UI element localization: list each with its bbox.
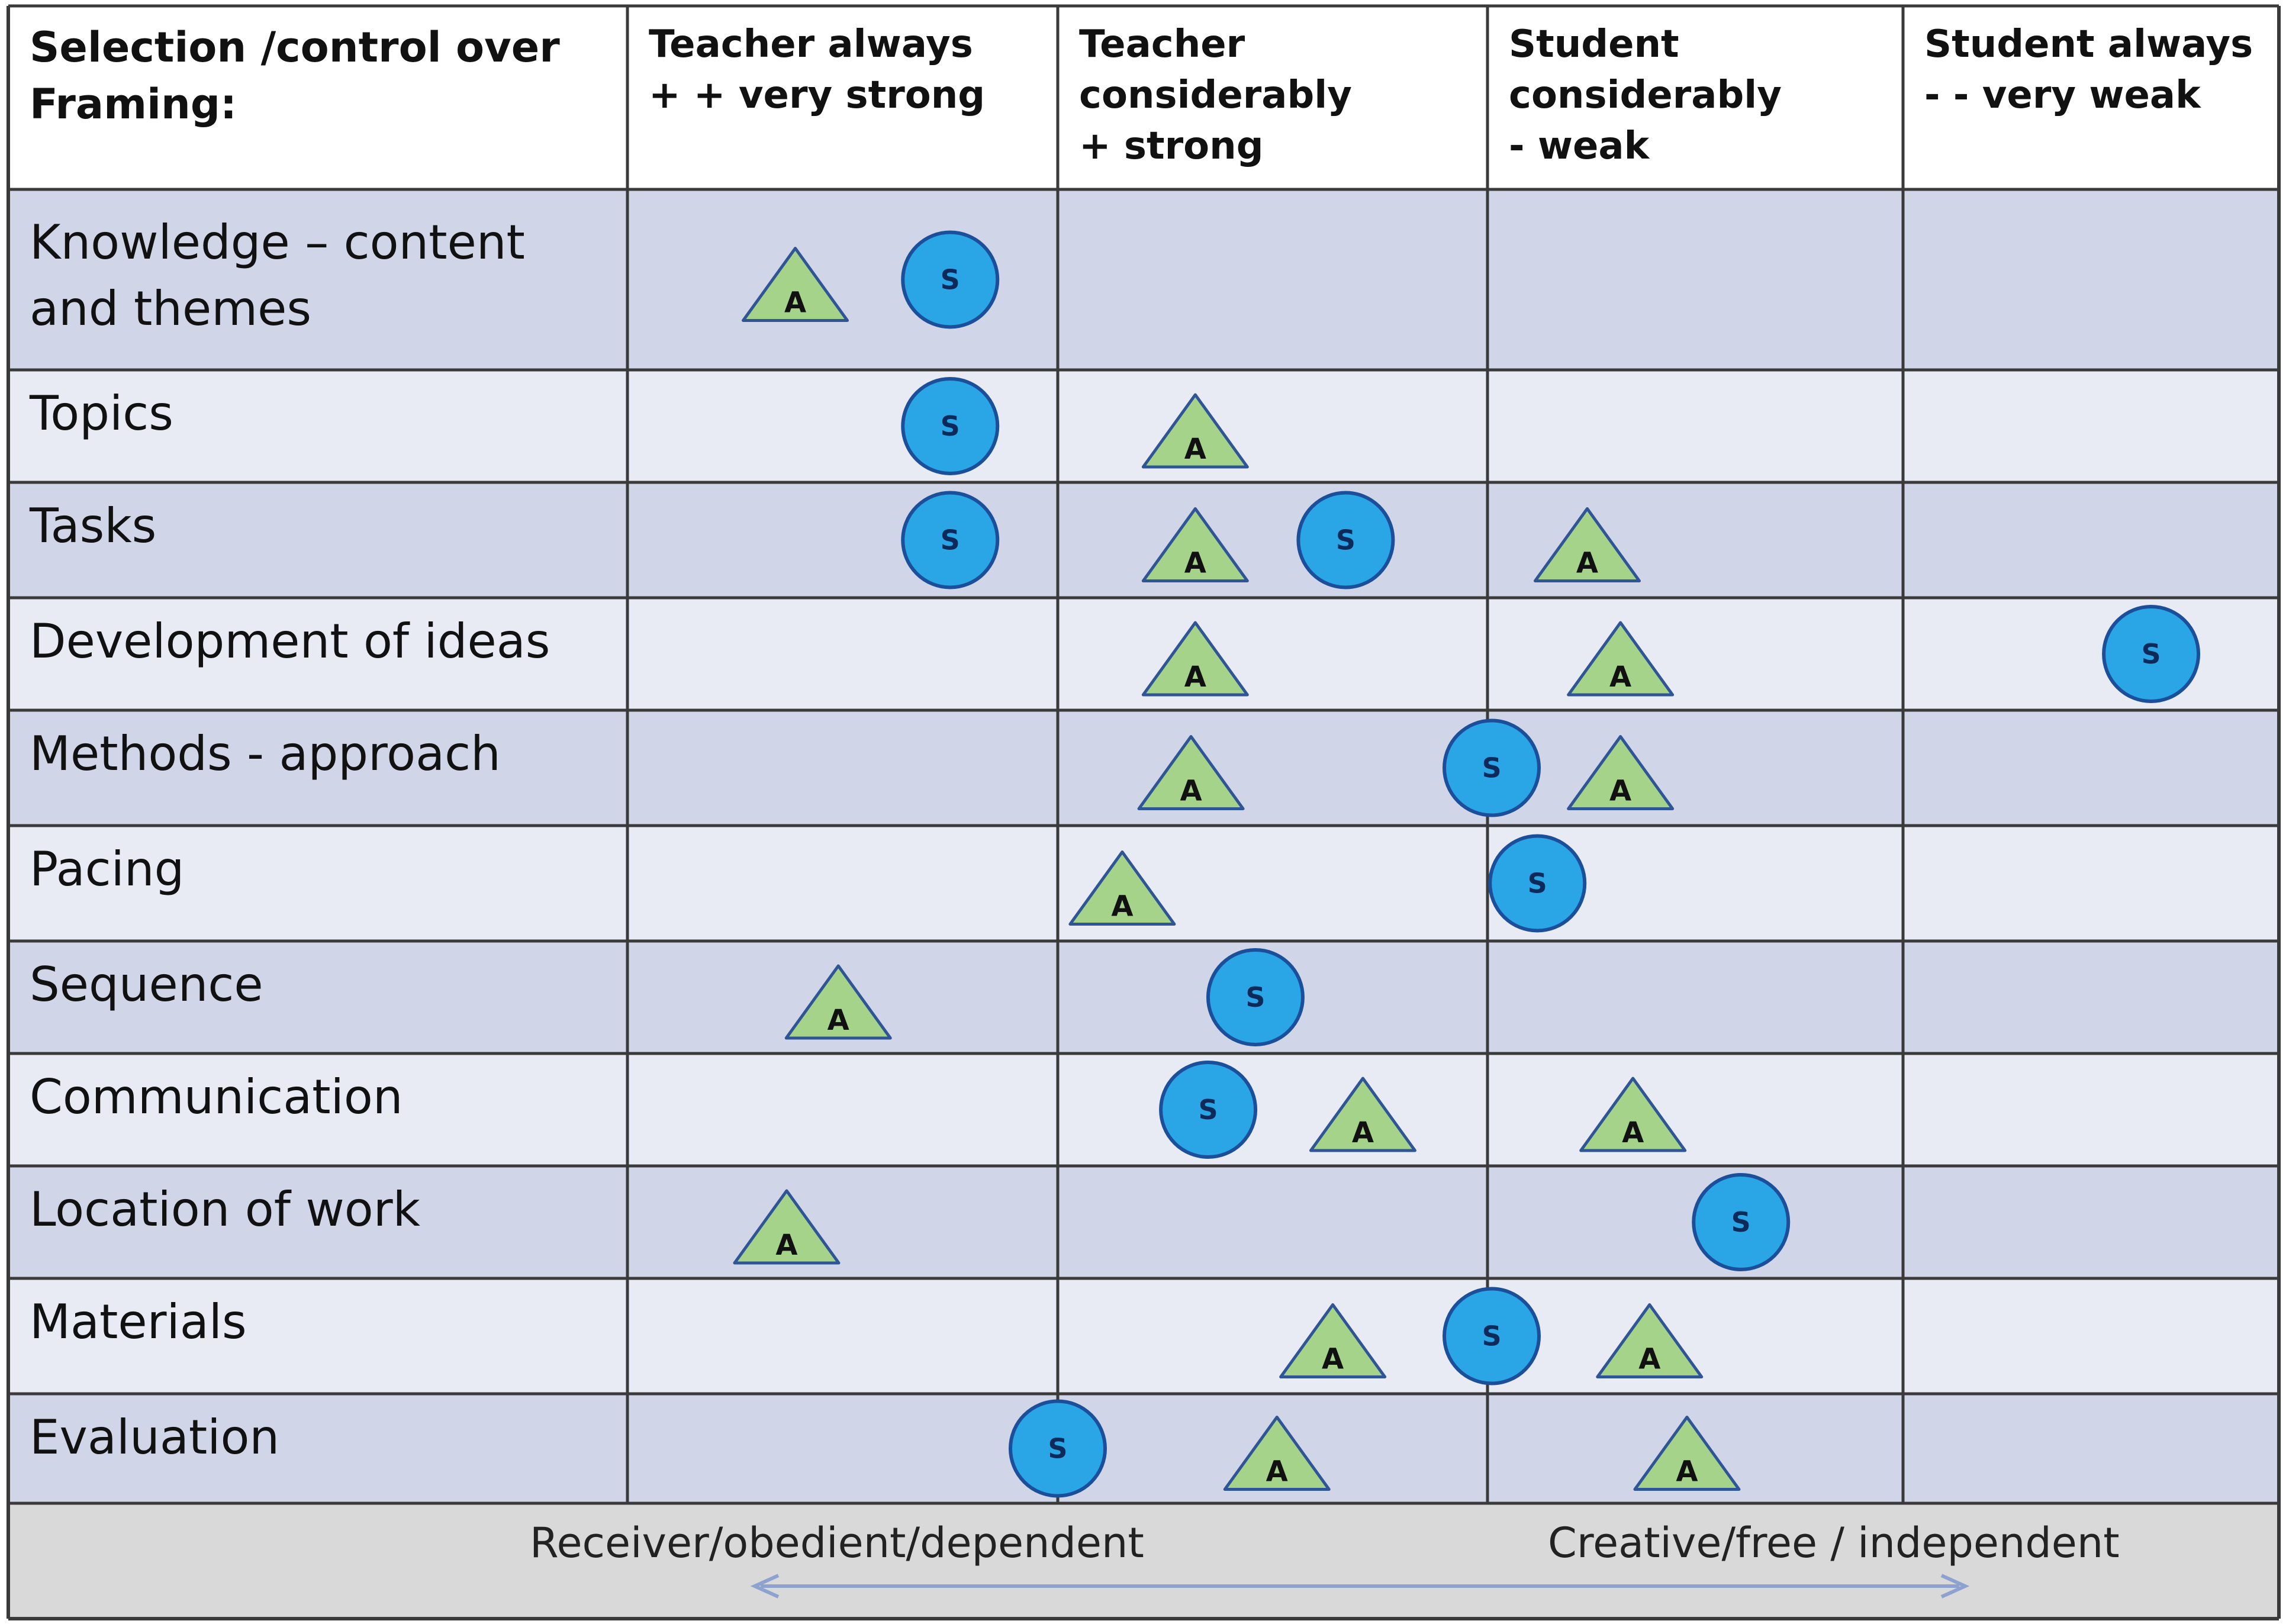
row-label: Tasks bbox=[30, 498, 157, 553]
student-circle-marker bbox=[1490, 836, 1585, 931]
student-circle-marker bbox=[2104, 607, 2198, 701]
student-circle-marker bbox=[1298, 493, 1393, 588]
row-label: Development of ideas bbox=[30, 614, 550, 669]
svg-text:A: A bbox=[1576, 546, 1599, 580]
row-label: Location of work bbox=[30, 1182, 420, 1237]
svg-text:S: S bbox=[1198, 1094, 1218, 1126]
footer-right-label: Creative/free / independent bbox=[1548, 1519, 2120, 1567]
student-circle-marker bbox=[903, 379, 997, 473]
svg-text:S: S bbox=[1482, 1320, 1502, 1352]
student-circle-marker bbox=[1444, 721, 1539, 816]
svg-text:A: A bbox=[1111, 890, 1134, 923]
svg-text:A: A bbox=[1266, 1455, 1288, 1488]
row-label: Pacing bbox=[30, 842, 185, 897]
row-label: Methods - approach bbox=[30, 726, 501, 781]
row-label: Knowledge – content and themes bbox=[30, 215, 525, 336]
header-column-label: Student considerably - weak bbox=[1509, 22, 1782, 168]
header-column-label: Teacher considerably + strong bbox=[1079, 22, 1352, 168]
svg-text:S: S bbox=[940, 524, 960, 556]
svg-text:A: A bbox=[784, 286, 807, 320]
svg-text:A: A bbox=[1180, 774, 1202, 808]
student-circle-marker bbox=[1693, 1175, 1788, 1269]
student-circle-marker bbox=[1010, 1401, 1105, 1496]
footer-left-label: Receiver/obedient/dependent bbox=[530, 1519, 1144, 1567]
header-column-label: Teacher always + + very strong bbox=[649, 22, 986, 117]
svg-text:A: A bbox=[1184, 433, 1206, 466]
svg-text:S: S bbox=[2141, 638, 2161, 670]
svg-text:A: A bbox=[1322, 1342, 1344, 1376]
student-circle-marker bbox=[1444, 1289, 1539, 1384]
svg-text:A: A bbox=[827, 1004, 849, 1037]
header-column-label: Student always - - very weak bbox=[1924, 22, 2253, 117]
row-label: Materials bbox=[30, 1294, 247, 1349]
svg-text:A: A bbox=[1184, 660, 1206, 694]
header-corner-label: Selection /control over Framing: bbox=[30, 23, 560, 128]
student-circle-marker bbox=[903, 493, 997, 588]
row-label: Communication bbox=[30, 1069, 403, 1124]
svg-text:S: S bbox=[1048, 1432, 1068, 1465]
row-label: Evaluation bbox=[30, 1410, 280, 1465]
svg-text:S: S bbox=[940, 263, 960, 296]
row-bg bbox=[8, 1394, 2279, 1503]
svg-text:S: S bbox=[1731, 1206, 1751, 1238]
svg-text:A: A bbox=[1622, 1116, 1644, 1149]
svg-text:S: S bbox=[1527, 867, 1547, 900]
row-label: Sequence bbox=[30, 957, 263, 1012]
row-label: Topics bbox=[30, 386, 173, 441]
svg-text:S: S bbox=[940, 410, 960, 442]
svg-text:A: A bbox=[1638, 1342, 1661, 1376]
row-bg bbox=[8, 1278, 2279, 1394]
svg-text:A: A bbox=[1351, 1116, 1374, 1149]
svg-text:A: A bbox=[1609, 660, 1632, 694]
svg-text:A: A bbox=[1609, 774, 1632, 808]
svg-text:A: A bbox=[1184, 546, 1206, 580]
student-circle-marker bbox=[1161, 1062, 1255, 1157]
svg-text:A: A bbox=[1676, 1455, 1698, 1488]
svg-text:S: S bbox=[1482, 752, 1502, 784]
student-circle-marker bbox=[903, 233, 997, 327]
svg-text:S: S bbox=[1245, 981, 1266, 1013]
row-bg bbox=[8, 941, 2279, 1053]
svg-text:S: S bbox=[1335, 524, 1355, 556]
svg-text:A: A bbox=[775, 1229, 798, 1262]
student-circle-marker bbox=[1208, 950, 1303, 1045]
